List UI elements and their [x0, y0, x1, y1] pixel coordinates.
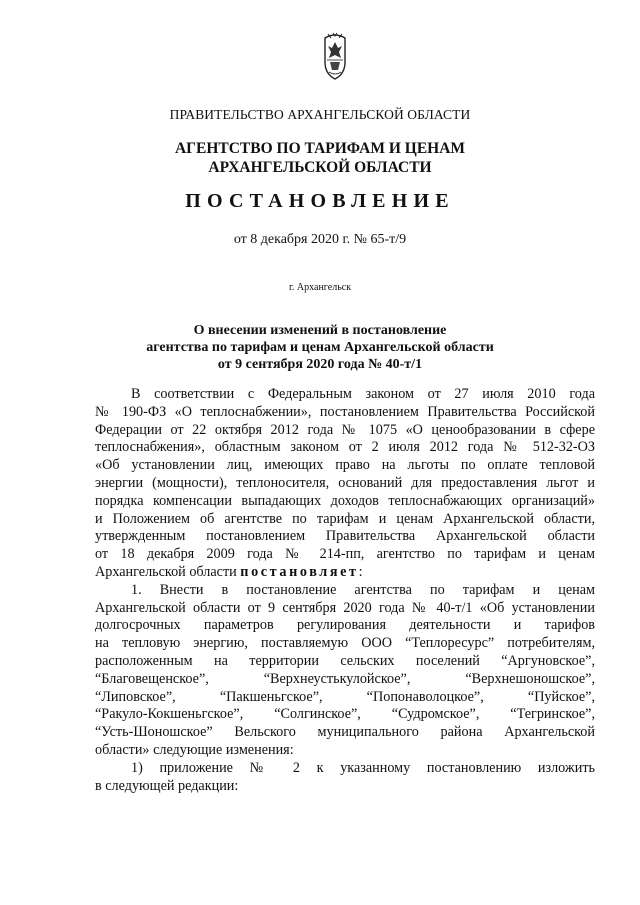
subject-line1: О внесении изменений в постановление	[193, 323, 447, 338]
body-line: долгосрочных параметров регулирования деятельности и тарифов	[95, 617, 595, 634]
body-line: теплоснабжения», областным законом от 2 июля 2012 года № 512-32-ОЗ	[95, 439, 595, 456]
body-line: и Положением об агентстве по тарифам и ценам Архангельской области,	[95, 510, 595, 527]
agency-name-line2: АРХАНГЕЛЬСКОЙ ОБЛАСТИ	[208, 159, 432, 176]
document-subject	[0, 322, 640, 373]
document-body	[95, 386, 595, 795]
body-line: Архангельской области от 9 сентября 2020 года № 40-т/1 «Об установлении	[95, 599, 595, 616]
body-line: “Липовское”, “Пакшеньгское”, “Попонаволоцкое”, “Пуйское”,	[95, 688, 595, 705]
body-text: Архангельской области	[95, 563, 241, 580]
date-and-number: от 8 декабря 2020 г. № 65-т/9	[233, 232, 407, 247]
agency-name-line1: АГЕНТСТВО ПО ТАРИФАМ И ЦЕНАМ	[174, 140, 466, 157]
body-line: энергии (мощности), теплоносителя, оснований для предоставления льгот и	[95, 474, 595, 491]
body-line: 1. Внести в постановление агентства по тарифам и ценам	[131, 581, 595, 598]
body-line-last	[95, 564, 595, 582]
body-line: № 190-ФЗ «О теплоснабжении», постановлением Правительства Российской	[95, 403, 595, 420]
body-line: 1) приложение № 2 к указанному постановлению изложить	[131, 759, 595, 776]
body-line: на тепловую энергию, поставляемую ООО “Теплоресурс” потребителям,	[95, 635, 595, 652]
coat-of-arms-emblem	[318, 32, 352, 82]
subject-line2: агентства по тарифам и ценам Архангельской области	[146, 340, 494, 355]
agency-name	[0, 139, 640, 177]
body-line: порядка компенсации выпадающих доходов теплоснабжающих организаций»	[95, 492, 595, 509]
body-line: утвержденным постановлением Правительства Архангельской области	[95, 528, 595, 545]
body-line-last: в следующей редакции:	[95, 777, 239, 794]
body-line-last: области» следующие изменения:	[95, 741, 294, 758]
resolves-word: постановляет	[240, 563, 359, 580]
document-type-title: ПОСТАНОВЛЕНИЕ	[185, 190, 455, 212]
body-line: Федерации от 22 октября 2012 года № 1075 «О ценообразовании в сфере	[95, 421, 595, 438]
body-line: от 18 декабря 2009 года № 214-пп, агентство по тарифам и ценам	[95, 546, 595, 563]
city: г. Архангельск	[288, 282, 352, 293]
body-text: :	[358, 563, 363, 580]
body-line: “Ракуло-Кокшеньгское”, “Солгинское”, “Судромское”, “Тегринское”,	[95, 706, 595, 723]
paragraph-subitem-1	[95, 760, 595, 796]
government-name: ПРАВИТЕЛЬСТВО АРХАНГЕЛЬСКОЙ ОБЛАСТИ	[169, 107, 471, 122]
body-line: В соответствии с Федеральным законом от 27 июля 2010 года	[131, 386, 595, 402]
paragraph-item-1	[95, 582, 595, 760]
subject-line3: от 9 сентября 2020 года № 40-т/1	[217, 357, 423, 372]
body-line: “Усть-Шоношское” Вельского муниципального района Архангельской	[95, 724, 595, 741]
body-line: расположенным на территории сельских поселений “Аргуновское”,	[95, 652, 595, 669]
paragraph-preamble	[95, 386, 595, 582]
body-line: “Благовещенское”, “Верхнеустькулойское”, “Верхнешоношское”,	[95, 670, 595, 687]
body-line: «Об установлении лиц, имеющих право на льготы по оплате тепловой	[95, 457, 595, 474]
